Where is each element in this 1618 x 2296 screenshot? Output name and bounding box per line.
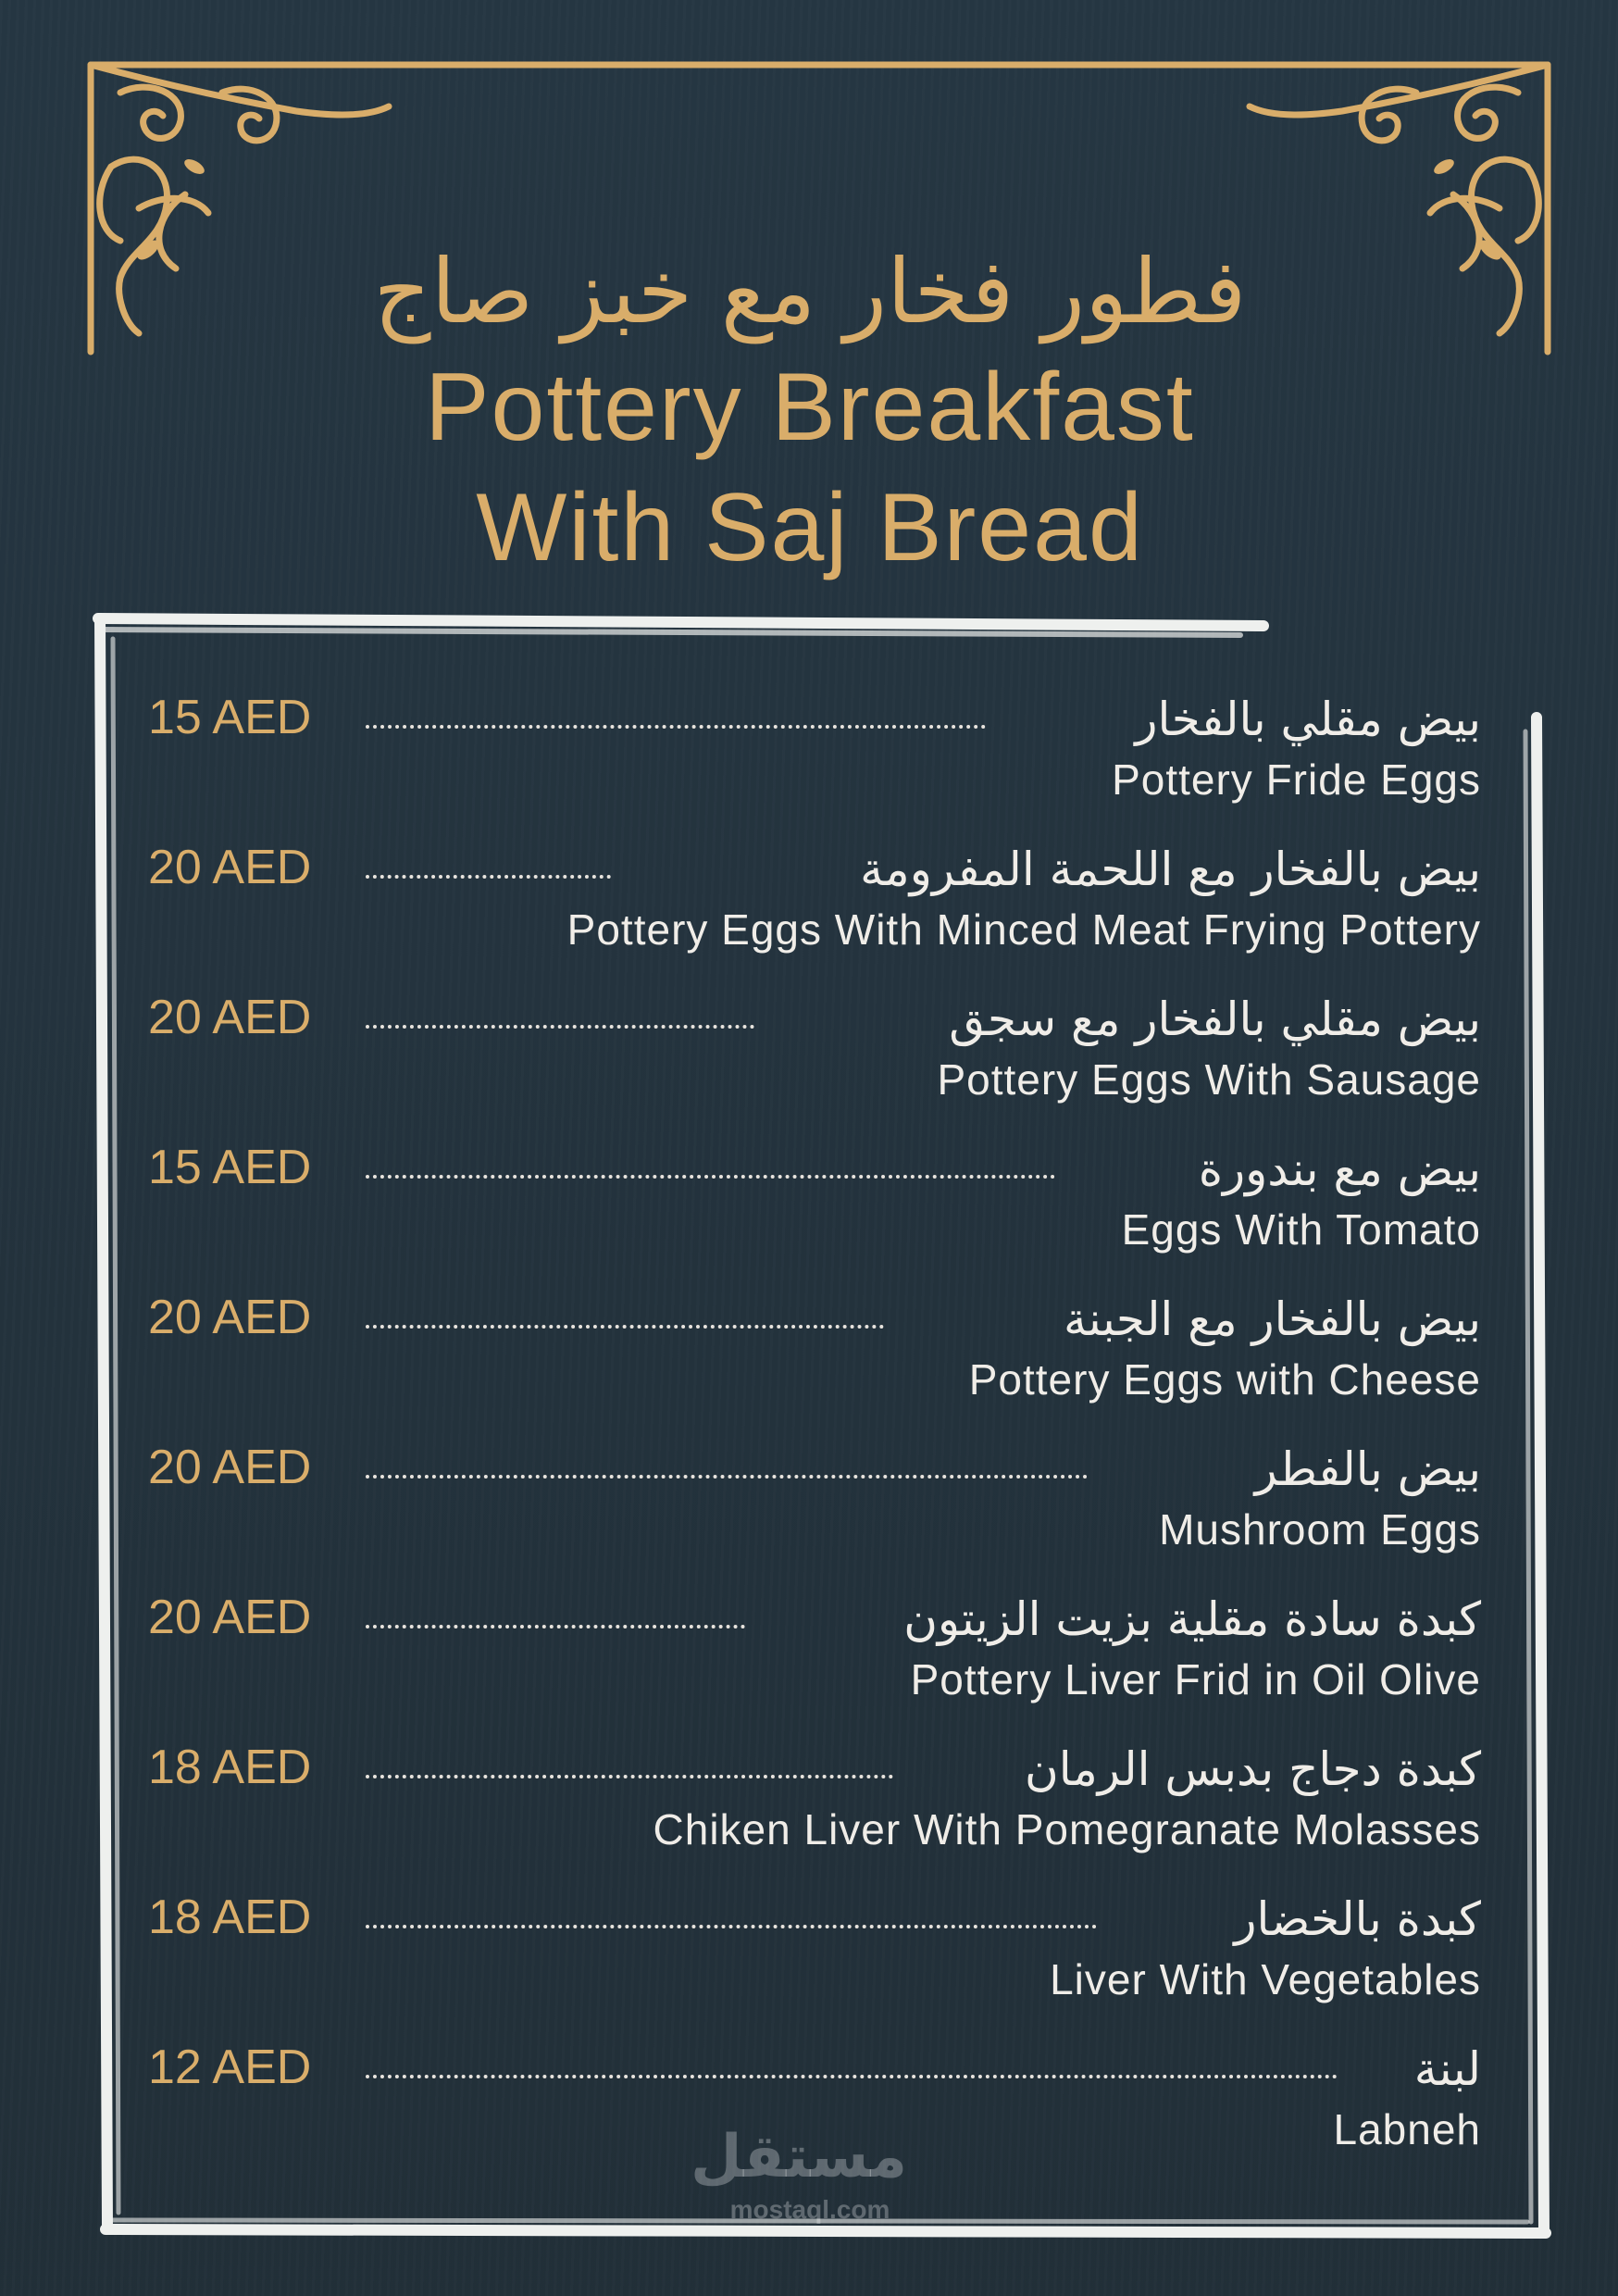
dot-leader — [366, 1475, 1088, 1479]
dot-leader — [366, 725, 986, 729]
dot-leader — [366, 1025, 754, 1029]
menu-item — [148, 1730, 1481, 1878]
item-name-arabic: بيض مقلي بالفخار — [1135, 693, 1481, 746]
watermark — [690, 2120, 907, 2226]
title-english-line2: With Saj Bread — [476, 474, 1144, 581]
item-name-arabic: كبدة بالخضار — [1234, 1892, 1481, 1946]
item-price: 20 AED — [148, 1291, 312, 1344]
item-price: 15 AED — [148, 1141, 312, 1194]
item-name-english: Pottery Eggs with Cheese — [968, 1355, 1481, 1404]
dot-leader — [366, 2075, 1338, 2078]
item-price: 15 AED — [148, 691, 312, 744]
item-name-english: Liver With Vegetables — [1050, 1955, 1481, 2003]
item-price: 20 AED — [148, 1591, 312, 1644]
item-name-english: Mushroom Eggs — [1159, 1505, 1481, 1554]
menu-item — [148, 1580, 1481, 1728]
dot-leader — [366, 1175, 1055, 1179]
item-price: 20 AED — [148, 1441, 312, 1494]
item-name-english: Pottery Liver Frid in Oil Olive — [910, 1655, 1481, 1703]
item-name-english: Pottery Fride Eggs — [1112, 755, 1481, 804]
menu-item — [148, 830, 1481, 979]
menu-item — [148, 1430, 1481, 1578]
item-price: 12 AED — [148, 2040, 312, 2094]
item-name-arabic: كبدة دجاج بدبس الرمان — [1025, 1742, 1481, 1796]
dot-leader — [366, 1775, 893, 1778]
menu-item — [148, 1280, 1481, 1429]
watermark-logo: مستقل — [690, 2123, 907, 2191]
item-price: 20 AED — [148, 991, 312, 1044]
menu-item — [148, 680, 1481, 829]
item-name-arabic: بيض بالفخار مع اللحمة المفرومة — [860, 842, 1481, 896]
item-price: 18 AED — [148, 1890, 312, 1944]
item-name-arabic: بيض مقلي بالفخار مع سجق — [949, 992, 1481, 1046]
item-price: 18 AED — [148, 1741, 312, 1794]
menu-item — [148, 980, 1481, 1129]
item-name-english: Labneh — [1333, 2105, 1481, 2153]
item-price: 20 AED — [148, 841, 312, 894]
item-name-english: Chiken Liver With Pomegranate Molasses — [653, 1805, 1481, 1853]
dot-leader — [366, 1925, 1097, 1928]
title-arabic: فطور فخار مع خبز صاج — [373, 240, 1247, 343]
menu-item — [148, 1130, 1481, 1279]
watermark-url: mostaql.com — [729, 2195, 890, 2224]
item-name-arabic: كبدة سادة مقلية بزيت الزيتون — [903, 1592, 1481, 1646]
menu-item — [148, 1880, 1481, 2028]
item-name-english: Pottery Eggs With Minced Meat Frying Pottery — [566, 905, 1481, 954]
item-name-english: Eggs With Tomato — [1121, 1205, 1481, 1254]
item-name-arabic: بيض بالفطر — [1254, 1442, 1481, 1496]
dot-leader — [366, 875, 611, 879]
dot-leader — [366, 1325, 884, 1329]
item-name-arabic: بيض مع بندورة — [1198, 1142, 1481, 1196]
dot-leader — [366, 1625, 745, 1628]
title-english-line1: Pottery Breakfast — [425, 354, 1195, 461]
item-name-english: Pottery Eggs With Sausage — [937, 1055, 1481, 1104]
item-name-arabic: بيض بالفخار مع الجبنة — [1063, 1292, 1481, 1346]
item-name-arabic: لبنة — [1413, 2042, 1481, 2096]
